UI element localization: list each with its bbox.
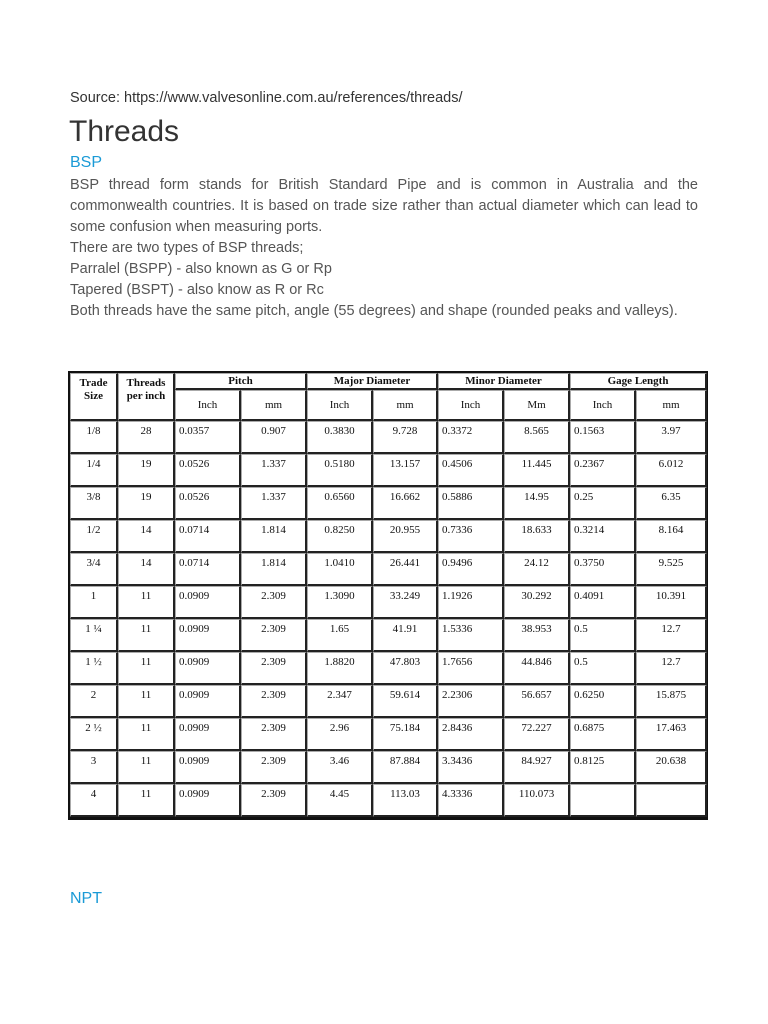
table-header-row: [70, 373, 707, 390]
cell-trade-size: 3: [70, 751, 118, 784]
cell-major-inch: 0.8250: [307, 520, 373, 553]
cell-pitch-inch: 0.0909: [175, 784, 241, 817]
cell-trade-size: 4: [70, 784, 118, 817]
cell-trade-size: 1: [70, 586, 118, 619]
bsp-thread-table: [68, 371, 708, 820]
cell-gage-mm: 17.463: [636, 718, 707, 751]
cell-major-inch: 1.3090: [307, 586, 373, 619]
cell-gage-mm: 12.7: [636, 619, 707, 652]
table-row: [70, 586, 707, 619]
cell-gage-inch: 0.2367: [570, 454, 636, 487]
cell-minor-mm: 14.95: [504, 487, 570, 520]
cell-minor-inch: 3.3436: [438, 751, 504, 784]
table-row: [70, 487, 707, 520]
cell-gage-mm: 6.35: [636, 487, 707, 520]
cell-minor-inch: 0.7336: [438, 520, 504, 553]
table-row: [70, 520, 707, 553]
subheader-minor-inch: Inch: [438, 390, 504, 421]
cell-minor-mm: 72.227: [504, 718, 570, 751]
table-row: [70, 619, 707, 652]
cell-major-inch: 1.0410: [307, 553, 373, 586]
cell-major-inch: 1.8820: [307, 652, 373, 685]
cell-major-mm: 59.614: [373, 685, 438, 718]
cell-pitch-mm: 0.907: [241, 421, 307, 454]
cell-pitch-mm: 1.814: [241, 553, 307, 586]
cell-minor-mm: 56.657: [504, 685, 570, 718]
cell-trade-size: 1/2: [70, 520, 118, 553]
cell-gage-mm: [636, 784, 707, 817]
cell-minor-mm: 110.073: [504, 784, 570, 817]
table-row: [70, 652, 707, 685]
table-row: [70, 784, 707, 817]
cell-gage-inch: 0.1563: [570, 421, 636, 454]
cell-major-mm: 16.662: [373, 487, 438, 520]
cell-trade-size: 1 ½: [70, 652, 118, 685]
cell-major-inch: 0.6560: [307, 487, 373, 520]
cell-major-mm: 75.184: [373, 718, 438, 751]
cell-minor-inch: 1.7656: [438, 652, 504, 685]
table-row: [70, 751, 707, 784]
cell-major-inch: 2.96: [307, 718, 373, 751]
cell-major-inch: 1.65: [307, 619, 373, 652]
table-row: [70, 421, 707, 454]
cell-pitch-mm: 2.309: [241, 784, 307, 817]
cell-gage-mm: 8.164: [636, 520, 707, 553]
cell-pitch-mm: 2.309: [241, 751, 307, 784]
cell-threads-per-inch: 11: [118, 685, 175, 718]
cell-pitch-inch: 0.0909: [175, 718, 241, 751]
cell-gage-inch: 0.5: [570, 619, 636, 652]
cell-gage-inch: 0.25: [570, 487, 636, 520]
bsp-thread-table-image: [68, 371, 705, 800]
cell-gage-mm: 9.525: [636, 553, 707, 586]
cell-threads-per-inch: 11: [118, 751, 175, 784]
cell-threads-per-inch: 14: [118, 553, 175, 586]
cell-minor-inch: 1.1926: [438, 586, 504, 619]
cell-minor-inch: 2.2306: [438, 685, 504, 718]
cell-minor-inch: 2.8436: [438, 718, 504, 751]
bsp-description: [70, 175, 698, 322]
cell-pitch-mm: 1.337: [241, 454, 307, 487]
cell-threads-per-inch: 19: [118, 487, 175, 520]
cell-threads-per-inch: 11: [118, 586, 175, 619]
cell-gage-inch: 0.8125: [570, 751, 636, 784]
header-gage-length: Gage Length: [570, 373, 707, 390]
cell-gage-mm: 3.97: [636, 421, 707, 454]
cell-major-mm: 20.955: [373, 520, 438, 553]
cell-major-mm: 47.803: [373, 652, 438, 685]
cell-gage-mm: 10.391: [636, 586, 707, 619]
cell-trade-size: 2: [70, 685, 118, 718]
npt-heading: NPT: [70, 890, 102, 907]
cell-minor-mm: 44.846: [504, 652, 570, 685]
cell-pitch-mm: 2.309: [241, 652, 307, 685]
bsp-heading: BSP: [70, 154, 103, 171]
cell-gage-inch: 0.3214: [570, 520, 636, 553]
cell-major-inch: 2.347: [307, 685, 373, 718]
cell-major-inch: 0.5180: [307, 454, 373, 487]
header-major-diameter: Major Diameter: [307, 373, 438, 390]
header-minor-diameter: Minor Diameter: [438, 373, 570, 390]
cell-major-mm: 87.884: [373, 751, 438, 784]
cell-gage-inch: 0.5: [570, 652, 636, 685]
cell-pitch-inch: 0.0357: [175, 421, 241, 454]
subheader-minor-mm: Mm: [504, 390, 570, 421]
cell-pitch-mm: 2.309: [241, 586, 307, 619]
cell-gage-inch: 0.6875: [570, 718, 636, 751]
cell-threads-per-inch: 11: [118, 619, 175, 652]
cell-minor-mm: 38.953: [504, 619, 570, 652]
cell-threads-per-inch: 19: [118, 454, 175, 487]
cell-major-mm: 41.91: [373, 619, 438, 652]
cell-major-mm: 33.249: [373, 586, 438, 619]
source-line: Source: https://www.valvesonline.com.au/references/threads/: [70, 90, 463, 106]
cell-trade-size: 1/8: [70, 421, 118, 454]
page-title: Threads: [69, 115, 180, 148]
cell-pitch-inch: 0.0909: [175, 619, 241, 652]
cell-major-inch: 4.45: [307, 784, 373, 817]
cell-major-mm: 9.728: [373, 421, 438, 454]
cell-threads-per-inch: 11: [118, 784, 175, 817]
cell-gage-inch: 0.4091: [570, 586, 636, 619]
table-row: [70, 685, 707, 718]
cell-pitch-mm: 2.309: [241, 718, 307, 751]
cell-gage-inch: [570, 784, 636, 817]
cell-major-mm: 26.441: [373, 553, 438, 586]
cell-minor-mm: 8.565: [504, 421, 570, 454]
cell-threads-per-inch: 28: [118, 421, 175, 454]
cell-trade-size: 2 ½: [70, 718, 118, 751]
cell-major-inch: 0.3830: [307, 421, 373, 454]
cell-minor-mm: 24.12: [504, 553, 570, 586]
cell-pitch-inch: 0.0526: [175, 487, 241, 520]
cell-minor-mm: 30.292: [504, 586, 570, 619]
cell-pitch-inch: 0.0714: [175, 520, 241, 553]
subheader-pitch-mm: mm: [241, 390, 307, 421]
header-threads-per-inch: Threads per inch: [118, 373, 175, 421]
cell-pitch-inch: 0.0909: [175, 652, 241, 685]
cell-gage-mm: 20.638: [636, 751, 707, 784]
cell-major-mm: 113.03: [373, 784, 438, 817]
table-row: [70, 718, 707, 751]
subheader-gage-mm: mm: [636, 390, 707, 421]
table-row: [70, 553, 707, 586]
bsp-paragraph: BSP thread form stands for British Standard Pipe and is common in Australia and the commonwealth countries. It is based on trade size rather than actual diameter which can lead to some confusion when measuring ports.: [70, 177, 698, 235]
cell-trade-size: 1/4: [70, 454, 118, 487]
cell-pitch-mm: 2.309: [241, 619, 307, 652]
cell-minor-inch: 0.4506: [438, 454, 504, 487]
cell-pitch-mm: 2.309: [241, 685, 307, 718]
bsp-paragraph: There are two types of BSP threads;: [70, 240, 304, 256]
cell-threads-per-inch: 14: [118, 520, 175, 553]
cell-minor-inch: 0.9496: [438, 553, 504, 586]
table-body: [70, 421, 707, 817]
subheader-pitch-inch: Inch: [175, 390, 241, 421]
cell-minor-mm: 18.633: [504, 520, 570, 553]
cell-minor-mm: 11.445: [504, 454, 570, 487]
cell-trade-size: 1 ¼: [70, 619, 118, 652]
cell-gage-mm: 6.012: [636, 454, 707, 487]
cell-threads-per-inch: 11: [118, 718, 175, 751]
bsp-paragraph: Parralel (BSPP) - also known as G or Rp: [70, 261, 332, 277]
cell-gage-mm: 12.7: [636, 652, 707, 685]
cell-trade-size: 3/8: [70, 487, 118, 520]
bsp-paragraph: Tapered (BSPT) - also know as R or Rc: [70, 282, 324, 298]
cell-minor-inch: 0.5886: [438, 487, 504, 520]
header-pitch: Pitch: [175, 373, 307, 390]
cell-pitch-inch: 0.0714: [175, 553, 241, 586]
cell-pitch-inch: 0.0526: [175, 454, 241, 487]
cell-pitch-inch: 0.0909: [175, 685, 241, 718]
cell-minor-mm: 84.927: [504, 751, 570, 784]
cell-pitch-mm: 1.814: [241, 520, 307, 553]
cell-threads-per-inch: 11: [118, 652, 175, 685]
subheader-major-inch: Inch: [307, 390, 373, 421]
cell-minor-inch: 4.3336: [438, 784, 504, 817]
cell-major-mm: 13.157: [373, 454, 438, 487]
cell-gage-inch: 0.3750: [570, 553, 636, 586]
cell-gage-inch: 0.6250: [570, 685, 636, 718]
cell-trade-size: 3/4: [70, 553, 118, 586]
cell-minor-inch: 1.5336: [438, 619, 504, 652]
cell-minor-inch: 0.3372: [438, 421, 504, 454]
cell-pitch-mm: 1.337: [241, 487, 307, 520]
cell-major-inch: 3.46: [307, 751, 373, 784]
bsp-paragraph: Both threads have the same pitch, angle (55 degrees) and shape (rounded peaks and valleys).: [70, 303, 678, 319]
subheader-gage-inch: Inch: [570, 390, 636, 421]
subheader-major-mm: mm: [373, 390, 438, 421]
cell-pitch-inch: 0.0909: [175, 751, 241, 784]
cell-gage-mm: 15.875: [636, 685, 707, 718]
cell-pitch-inch: 0.0909: [175, 586, 241, 619]
table-row: [70, 454, 707, 487]
header-trade-size: Trade Size: [70, 373, 118, 421]
